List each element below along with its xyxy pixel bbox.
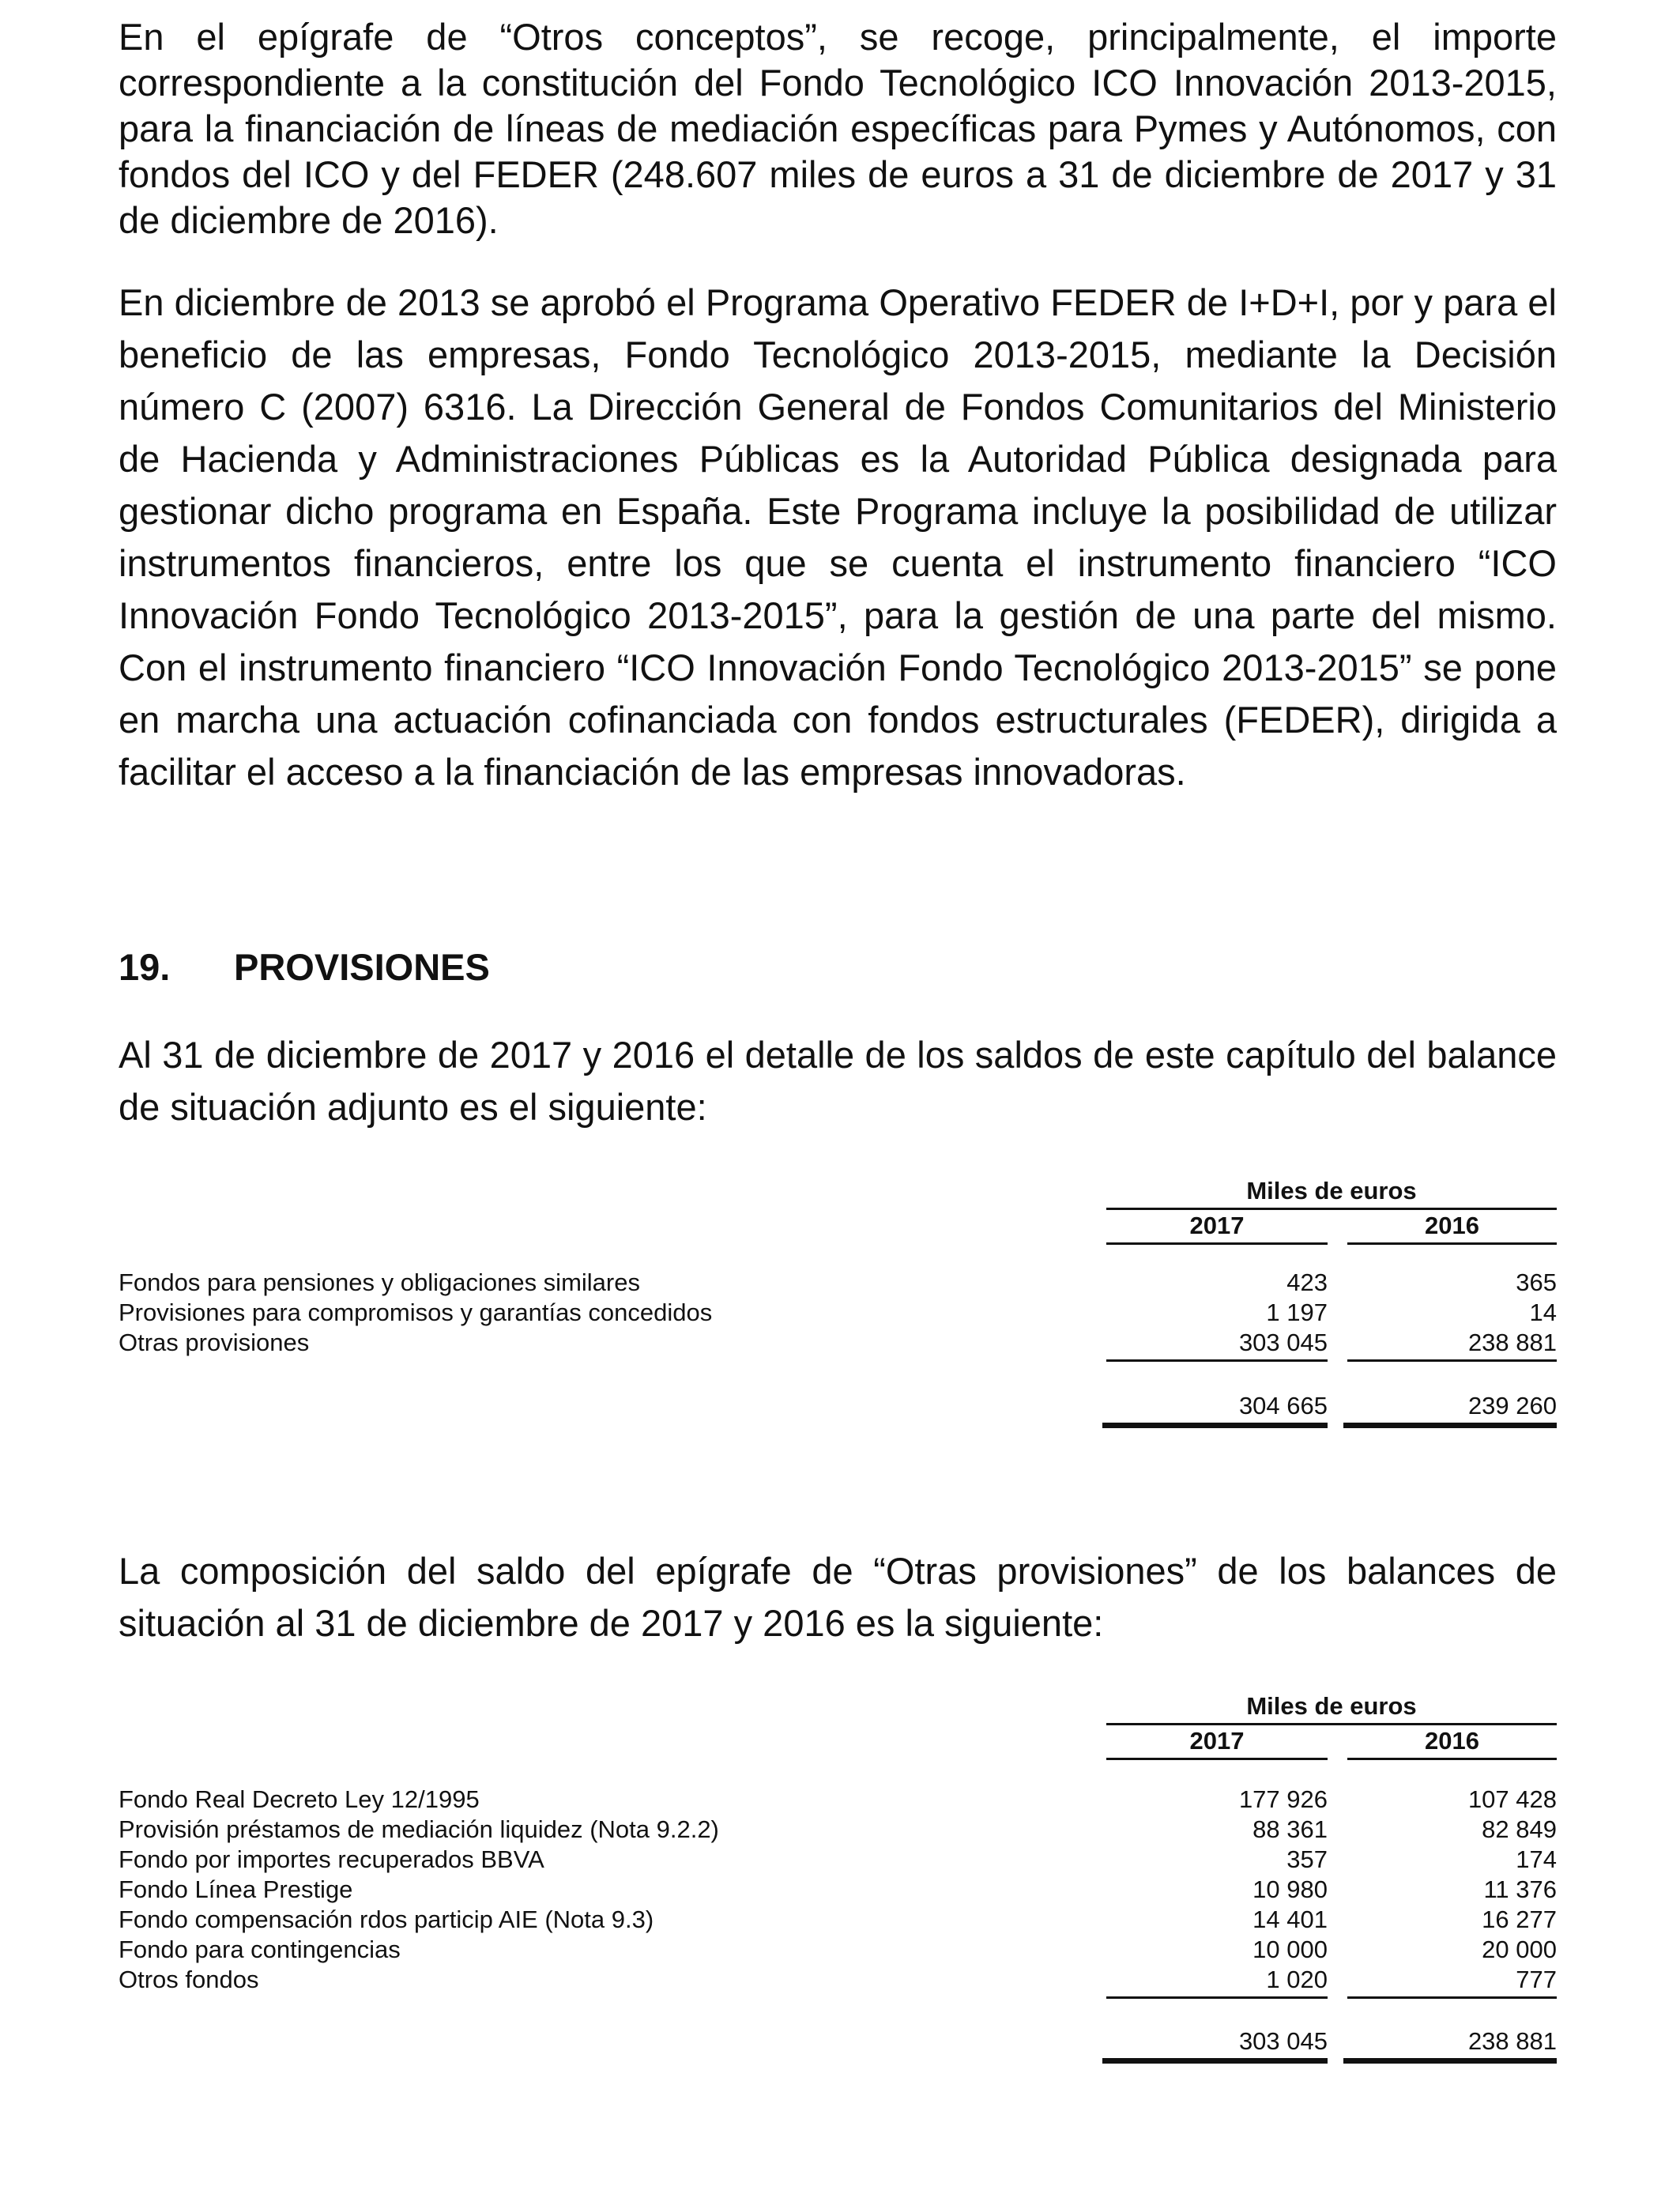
table-row bbox=[119, 1965, 1557, 1995]
table2-year-rule bbox=[1347, 1758, 1557, 1760]
row-label: Fondo por importes recuperados BBVA bbox=[119, 1845, 544, 1873]
total-value-2017: 303 045 bbox=[1238, 2027, 1328, 2055]
body-text bbox=[119, 14, 1557, 798]
row-label: Otras provisiones bbox=[119, 1329, 310, 1356]
total-double-rule bbox=[1102, 2058, 1328, 2064]
table2-year-rule bbox=[1106, 1758, 1328, 1760]
subtotal-rule bbox=[1347, 1996, 1557, 1999]
paragraph-detalle-saldos: Al 31 de diciembre de 2017 y 2016 el detalle de los saldos de este capítulo del balance de situación adjunto es el siguiente: bbox=[119, 1034, 1557, 1128]
row-value-2016: 16 277 bbox=[1482, 1906, 1557, 1933]
row-value-2017: 10 980 bbox=[1252, 1875, 1328, 1903]
table2-year-2017: 2017 bbox=[1189, 1727, 1245, 1755]
section-heading bbox=[119, 945, 490, 989]
row-value-2016: 82 849 bbox=[1482, 1815, 1557, 1843]
table-row bbox=[119, 1845, 1557, 1875]
subtotal-rule bbox=[1106, 1996, 1328, 1999]
paragraph-composicion-otras: La composición del saldo del epígrafe de “Otras provisiones” de los balances de situación al 31 de diciembre de 2017 y 2016 es la siguiente: bbox=[119, 1550, 1557, 1644]
table-row bbox=[119, 1328, 1557, 1358]
row-value-2016: 174 bbox=[1516, 1845, 1557, 1873]
row-value-2017: 1 020 bbox=[1266, 1966, 1328, 1993]
row-value-2016: 107 428 bbox=[1467, 1785, 1557, 1813]
row-value-2017: 88 361 bbox=[1252, 1815, 1328, 1843]
table2-unit-header: Miles de euros bbox=[1246, 1692, 1417, 1720]
total-value-2016: 238 881 bbox=[1467, 2027, 1557, 2055]
row-value-2017: 14 401 bbox=[1252, 1906, 1328, 1933]
table1-year-rule bbox=[1347, 1242, 1557, 1245]
row-value-2016: 777 bbox=[1516, 1966, 1557, 1993]
row-label: Fondo para contingencias bbox=[119, 1936, 401, 1963]
row-label: Provisión préstamos de mediación liquidez (Nota 9.2.2) bbox=[119, 1815, 719, 1843]
total-value-2016: 239 260 bbox=[1467, 1392, 1557, 1419]
row-label: Provisiones para compromisos y garantías concedidos bbox=[119, 1299, 713, 1326]
table2-intro bbox=[119, 1545, 1557, 1649]
total-row bbox=[119, 2026, 1557, 2056]
otras-provisiones-table bbox=[119, 1691, 1557, 2071]
row-value-2016: 14 bbox=[1529, 1299, 1557, 1326]
table-row bbox=[119, 1905, 1557, 1935]
table-row bbox=[119, 1785, 1557, 1815]
row-value-2017: 10 000 bbox=[1252, 1936, 1328, 1963]
row-value-2017: 177 926 bbox=[1238, 1785, 1328, 1813]
table-row bbox=[119, 1875, 1557, 1905]
table1-year-2017: 2017 bbox=[1189, 1212, 1245, 1239]
table1-unit-header: Miles de euros bbox=[1246, 1177, 1417, 1204]
section-title: PROVISIONES bbox=[234, 946, 490, 988]
table-row bbox=[119, 1268, 1557, 1298]
table-row bbox=[119, 1298, 1557, 1328]
row-value-2016: 20 000 bbox=[1482, 1936, 1557, 1963]
table2-year-2016: 2016 bbox=[1425, 1727, 1479, 1755]
paragraph-otros-conceptos: En el epígrafe de “Otros conceptos”, se recoge, principalmente, el importe correspondiente a la constitución del Fondo Tecnológico ICO Innovación 2013-2015, para la financiación de líneas de mediación específicas para Pymes y Autónomos, con fondos del ICO y del FEDER (248.607 miles de euros a 31 de diciembre de 2017 y 31 de diciembre de 2016). bbox=[119, 16, 1557, 241]
row-value-2017: 303 045 bbox=[1238, 1329, 1328, 1356]
total-value-2017: 304 665 bbox=[1238, 1392, 1328, 1419]
section-number: 19. bbox=[119, 946, 171, 988]
table1-year-2016: 2016 bbox=[1425, 1212, 1479, 1239]
total-double-rule bbox=[1343, 2058, 1557, 2064]
row-value-2016: 365 bbox=[1516, 1269, 1557, 1296]
row-label: Fondo Real Decreto Ley 12/1995 bbox=[119, 1785, 480, 1813]
subtotal-rule bbox=[1106, 1359, 1328, 1362]
total-double-rule bbox=[1343, 1423, 1557, 1428]
row-label: Fondos para pensiones y obligaciones similares bbox=[119, 1269, 640, 1296]
table1-intro bbox=[119, 1029, 1557, 1133]
row-value-2016: 11 376 bbox=[1483, 1875, 1557, 1903]
row-value-2017: 1 197 bbox=[1266, 1299, 1328, 1326]
table2-header-rule bbox=[1106, 1723, 1557, 1725]
table-row bbox=[119, 1815, 1557, 1845]
row-value-2016: 238 881 bbox=[1467, 1329, 1557, 1356]
provisiones-table bbox=[119, 1176, 1557, 1445]
row-label: Fondo compensación rdos particip AIE (Nota 9.3) bbox=[119, 1906, 654, 1933]
row-label: Otros fondos bbox=[119, 1966, 259, 1993]
table1-header-rule bbox=[1106, 1208, 1557, 1210]
table-row bbox=[119, 1935, 1557, 1965]
total-row bbox=[119, 1391, 1557, 1421]
paragraph-programa-feder: En diciembre de 2013 se aprobó el Programa Operativo FEDER de I+D+I, por y para el beneficio de las empresas, Fondo Tecnológico 2013-2015, mediante la Decisión número C (2007) 6316. La Dirección General de Fondos Comunitarios del Ministerio de Hacienda y Administraciones Públicas es la Autoridad Pública designada para gestionar dicho programa en España. Este Programa incluye la posibilidad de utilizar instrumentos financieros, entre los que se cuenta el instrumento financiero “ICO Innovación Fondo Tecnológico 2013-2015”, para la gestión de una parte del mismo. Con el instrumento financiero “ICO Innovación Fondo Tecnológico 2013-2015” se pone en marcha una actuación cofinanciada con fondos estructurales (FEDER), dirigida a facilitar el acceso a la financiación de las empresas innovadoras. bbox=[119, 281, 1557, 793]
total-double-rule bbox=[1102, 1423, 1328, 1428]
subtotal-rule bbox=[1347, 1359, 1557, 1362]
row-value-2017: 423 bbox=[1286, 1269, 1328, 1296]
row-label: Fondo Línea Prestige bbox=[119, 1875, 353, 1903]
row-value-2017: 357 bbox=[1286, 1845, 1328, 1873]
table1-year-rule bbox=[1106, 1242, 1328, 1245]
